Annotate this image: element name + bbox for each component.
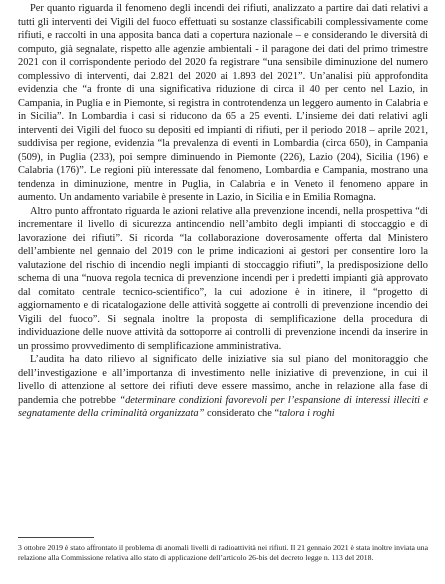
footnote-separator [18, 537, 94, 538]
paragraph-audita-quote-2: talora i roghi [279, 408, 335, 420]
paragraph-incendi-rifiuti: Per quanto riguarda il fenomeno degli incendi dei rifiuti, analizzato a partire dai dati relativi a tutti gli interventi dei Vigili del fuoco effettuati su sostanze classificabili complessivamente come rifiuti, e raccolti in una apposita banca dati a copertura nazionale – e considerando le diversità di computo, già segnalate, rispetto alle agenzie ambientali - il paragone dei dati del primo trimestre 2021 con il corrispondente periodo del 2020 fa registrare “una sensibile diminuzione del numero complessivo di interventi, dai 2.821 del 2020 ai 1.893 del 2021”. Un’analisi più approfondita evidenzia che “a fronte di una significativa riduzione di circa il 40 per cento nel Lazio, in Campania, in Puglia e in Piemonte, si registra in controtendenza un leggero aumento in Calabria e in Sicilia”. In Lombardia i casi si riducono da 65 a 25 eventi. L’insieme dei dati relativi agli interventi dei Vigili del fuoco su depositi ed impianti di rifiuti, per il periodo 2018 – aprile 2021, suddivisa per regione, evidenzia “la prevalenza di eventi in Lombardia (circa 650), in Campania (509), in Puglia (233), poi sempre diminuendo in Piemonte (226), Lazio (204), Sicilia (196) e Calabria (176)”. Le regioni più interessate dal fenomeno, Lombardia e Campania, mostrano una tendenza in diminuzione, mentre in Puglia, in Calabria e in Veneto il fenomeno appare in aumento. Un andamento variabile è presente in Lazio, in Sicilia e in Emilia Romagna. [18, 3, 428, 204]
paragraph-audita-quote-1: “determinare condizioni favorevoli per l’espansione di interessi illeciti e segnatamente della criminalità organizzata” [18, 394, 428, 420]
footnote-text: 3 ottobre 2019 è stato affrontato il problema di anomali livelli di radioattività nei rifiuti. Il 21 gennaio 2021 è stata inoltre inviata una relazione alla Commissione relativa allo stato di applicazione dell’articolo 26-bis del decreto legge n. 113 del 2018. [18, 543, 428, 563]
paragraph-audita-text-a: L’audita ha dato rilievo al significato delle iniziative sia sul piano del monitoraggio che dell’investigazione e all’importanza di investimento nelle iniziative di prevenzione, in cui il livello di attenzione al settore dei rifiuti deve essere massimo, anche in relazione alla fase di pandemia che potrebbe [18, 354, 428, 406]
footnote [18, 543, 428, 564]
paragraph-prevenzione-incendi: Altro punto affrontato riguarda le azioni relative alla prevenzione incendi, nella prospettiva “di incrementare il livello di sicurezza antincendio nell’ambito degli impianti di stoccaggio e di lavorazione dei rifiuti”. Si ricorda “la collaborazione doverosamente offerta dal Ministero dell’ambiente nel gennaio del 2019 con le prime indicazioni ai gestori per consentire loro la valutazione del rischio di incendio negli impianti di stoccaggio rifiuti”, la predisposizione dello schema di una “nuova regola tecnica di prevenzione incendi per i predetti impianti già approvato dal comitato centrale tecnico-scientifico”, la cui adozione è in itinere, il “progetto di aggiornamento e di ricatalogazione delle attività soggette ai controlli di prevenzione incendio dei Vigili del fuoco”. Si segnala inoltre la proposta di semplificazione della procedura di individuazione delle nuove attività da sottoporre ai controlli di prevenzione incendi da inserire in un prossimo provvedimento di semplificazione amministrativa. [18, 205, 428, 352]
paragraph-audita [18, 353, 428, 421]
body-text [18, 2, 428, 421]
paragraph-audita-text-b: considerato che “ [204, 408, 280, 420]
